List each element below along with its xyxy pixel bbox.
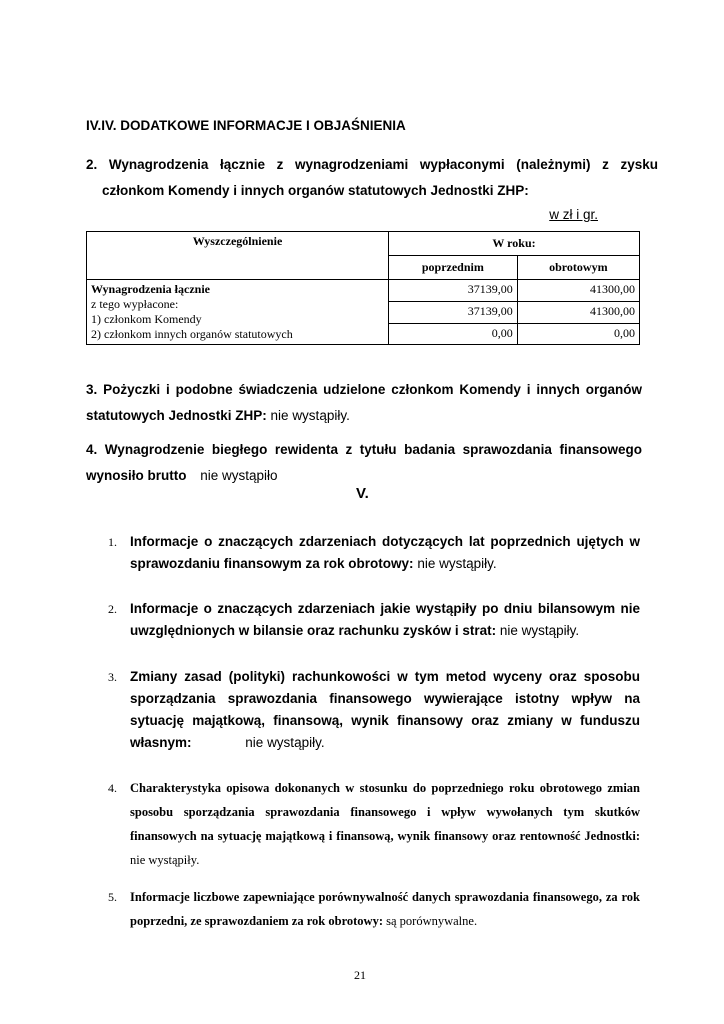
- item-number: 1.: [108, 535, 117, 549]
- item-value: nie wystąpiły.: [499, 623, 580, 638]
- page-number: 21: [354, 968, 366, 982]
- item-title: Informacje liczbowe zapewniające porównywalność danych sprawozdania finansowego, za rok poprzedni, ze sprawozdaniem za rok obrotowy:: [130, 890, 640, 928]
- section-4-value: nie wystąpiło: [200, 468, 278, 483]
- cell-total-previous: 37139,00: [389, 280, 518, 302]
- row-label-total: Wynagrodzenia łącznie: [91, 282, 210, 296]
- cell-total-current: 41300,00: [517, 280, 639, 302]
- list-item: [108, 885, 640, 933]
- cell-commander-previous: 37139,00: [389, 301, 518, 323]
- item-number: 5.: [108, 890, 117, 904]
- item-title: Informacje o znaczących zdarzeniach jakie wystąpiły po dniu bilansowym nie uwzględnionych w bilansie oraz rachunku zysków i strat:: [130, 601, 640, 638]
- item-value: są porównywalne.: [386, 914, 478, 928]
- list-item: [108, 531, 640, 575]
- section-2-title: 2. Wynagrodzenia łącznie z wynagrodzeniami wypłaconymi (należnymi) z zysku członkom Komendy i innych organów statutowych Jednostki ZHP:: [86, 157, 658, 198]
- item-title: Informacje o znaczących zdarzeniach dotyczących lat poprzednich ujętych w sprawozdaniu finansowym za rok obrotowy:: [130, 534, 640, 571]
- item-value: nie wystąpiły.: [130, 853, 200, 867]
- list-item: [108, 666, 640, 754]
- header-year-group: W roku:: [389, 232, 640, 256]
- cell-other-previous: 0,00: [389, 323, 518, 345]
- header-description: Wyszczególnienie: [87, 232, 389, 280]
- item-number: 4.: [108, 781, 117, 795]
- row-label-other-bodies: 2) członkom innych organów statutowych: [91, 327, 293, 341]
- row-label-sub-heading: z tego wypłacone:: [91, 297, 179, 311]
- item-title: Zmiany zasad (polityki) rachunkowości w tym metod wyceny oraz sposobu sporządzania sprawozdania finansowego wywierające istotny wpływ na sytuację majątkową, finansową, wynik finansowy oraz zmiany w funduszu własnym:: [130, 669, 640, 750]
- cell-commander-current: 41300,00: [517, 301, 639, 323]
- section-3-value: nie wystąpiły.: [270, 408, 350, 423]
- cell-other-current: 0,00: [517, 323, 639, 345]
- item-value: nie wystąpiły.: [417, 556, 497, 571]
- row-label-cell: [87, 280, 389, 345]
- item-title: Charakterystyka opisowa dokonanych w stosunku do poprzedniego roku obrotowego zmian sposobu sporządzania sprawozdania finansowego i wpływ wywołanych tym skutków finansowych na sytuację majątkową i finansową, wynik finansowy oraz rentowność Jednostki:: [130, 781, 640, 843]
- section-3-title: 3. Pożyczki i podobne świadczenia udzielone członkom Komendy i innych organów statutowych Jednostki ZHP:: [86, 382, 642, 423]
- list-item: [108, 598, 640, 642]
- section-heading: IV.IV. DODATKOWE INFORMACJE I OBJAŚNIENIA: [86, 118, 406, 133]
- currency-unit: w zł i gr.: [549, 207, 598, 222]
- section-4-title: 4. Wynagrodzenie biegłego rewidenta z tytułu badania sprawozdania finansowego wynosiło brutto: [86, 442, 642, 483]
- item-number: 2.: [108, 602, 117, 616]
- header-previous-year: poprzednim: [389, 256, 518, 280]
- list-item: [108, 776, 640, 872]
- item-value: nie wystąpiły.: [245, 735, 325, 750]
- section-3: [86, 377, 642, 429]
- item-number: 3.: [108, 670, 117, 684]
- header-current-year: obrotowym: [517, 256, 639, 280]
- remuneration-table: [86, 231, 640, 345]
- row-label-commander: 1) członkom Komendy: [91, 312, 202, 326]
- section-4: [86, 437, 642, 489]
- section-v-heading: V.: [356, 485, 369, 502]
